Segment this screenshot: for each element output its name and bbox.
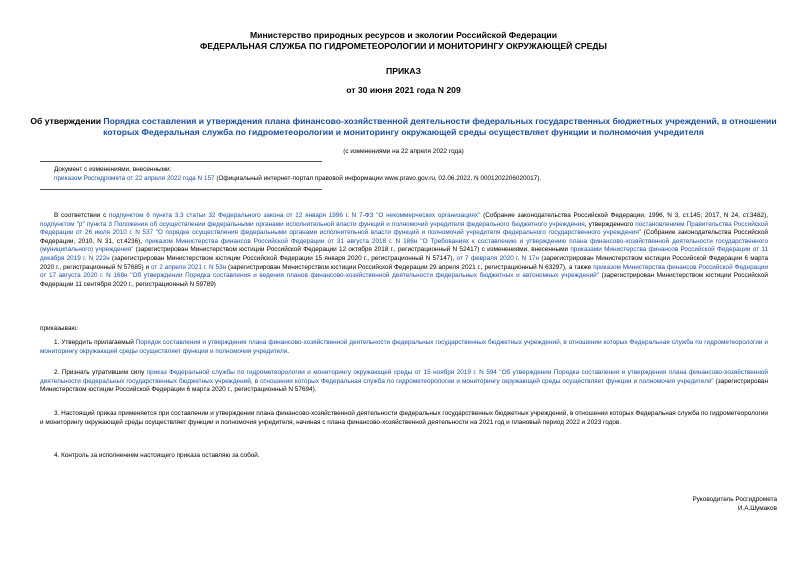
amendments-note bbox=[54, 175, 541, 184]
government-resolution-link[interactable]: постановлением Правительства Российской Федерации от 26 июля 2010 г. N 537 "О порядке осуществления федеральными органами исполнительной власти функций и полномочий учредителя федерального государственного учреждения" bbox=[40, 220, 769, 237]
item-2-text: 2. Признать утратившим силу bbox=[54, 369, 147, 376]
bottom-divider bbox=[40, 189, 322, 190]
item-2-text: (зарегистрирован Министерством юстиции Российской Федерации 6 марта 2020 г., регистрационный N 57694). bbox=[40, 377, 768, 394]
document-date-number: от 30 июня 2021 года N 209 bbox=[346, 85, 461, 95]
signature-block bbox=[692, 495, 777, 513]
service-name: ФЕДЕРАЛЬНАЯ СЛУЖБА ПО ГИДРОМЕТЕОРОЛОГИИ И МОНИТОРИНГУ ОКРУЖАЮЩЕЙ СРЕДЫ bbox=[200, 41, 607, 51]
preamble-text: (зарегистрирован Министерством юстиции Российской Федерации 12 октября 2018 г., регистрационный N 52417) с изменениями, внесенными bbox=[133, 246, 571, 254]
signatory-name: И.А.Шумаков bbox=[737, 505, 777, 512]
amendments-note-heading: Документ с изменениями, внесенными: bbox=[54, 166, 172, 173]
item-4: 4. Контроль за исполнением настоящего приказа оставляю за собой. bbox=[54, 452, 260, 459]
federal-law-link[interactable]: подпунктом 6 пункта 3.3 статьи 32 Федерального закона от 12 января 1996 г. N 7-ФЗ "О некоммерческих организациях" bbox=[109, 212, 481, 219]
preamble-text: (Собрание законодательства Российской Федерации, 1996, N 3, ст.145; 2017, N 24, ст.3482), bbox=[480, 212, 768, 219]
title-link[interactable]: Порядка составления и утверждения плана финансово-хозяйственной деятельности федеральных государственных бюджетных учреждений, в отношении которых Федеральная служба по гидрометеорологии и мониторингу окружающей среды осуществляет функции и полномочия учредителя bbox=[103, 116, 777, 137]
signatory-position: Руководитель Росгидромета bbox=[692, 496, 777, 503]
preamble-text: , утвержденного bbox=[584, 220, 636, 228]
minfin-order-168n-link[interactable]: приказом Министерства финансов Российской Федерации от 17 августа 2020 г. N 168н "Об утверждении Порядка составления и ведения планов финансово-хозяйственной деятельности федеральных бюджетных и автономных учреждений" bbox=[40, 263, 768, 280]
top-divider bbox=[40, 161, 322, 162]
repealed-order-link[interactable]: приказ Федеральной службы по гидрометеорологии и мониторингу окружающей среды от 15 ноября 2019 г. N 594 "Об утверждении Порядка составления и утверждения плана финансово-хозяйственной деятельности федеральных государственных бюджетных учреждений, в отношении которых Федеральная служба по гидрометеорологии и мониторингу окружающей среды осуществляет функции и полномочия учредителя" bbox=[40, 369, 768, 385]
minfin-order-222n-link[interactable]: приказами Министерства финансов Российской Федерации от 11 декабря 2019 г. N 222н bbox=[40, 246, 768, 262]
preamble-text: В соответствии с bbox=[54, 212, 110, 219]
item-3: 3. Настоящий приказ применяется при составлении и утверждении плана финансово-хозяйственной деятельности федеральных государственных бюджетных учреждений, в отношении которых Федеральная служба по гидрометеорологии и мониторингу окружающей среды осуществляет функции и полномочия учредителя, начиная с плана финансово-хозяйственной деятельности на 2021 год и плановый период 2022 и 2023 годов. bbox=[40, 410, 768, 426]
amendment-order-link[interactable]: приказом Росгидромета от 22 апреля 2022 года N 157 bbox=[54, 175, 215, 182]
item-1 bbox=[40, 339, 768, 356]
preamble-text: (зарегистрирован Министерством юстиции Российской Федерации 11 сентября 2020 г., регистрационный N 59789) bbox=[40, 272, 768, 288]
item-1-text: 1. Утвердить прилагаемый bbox=[54, 339, 136, 346]
amendment-source: (Официальный интернет-портал правовой информации www.pravo.gov.ru, 02.06.2022, N 0001202206020017). bbox=[214, 175, 542, 182]
minfin-order-17n-link[interactable]: от 7 февраля 2020 г. N 17н bbox=[456, 254, 540, 262]
procedure-link[interactable]: Порядок составления и утверждения плана финансово-хозяйственной деятельности федеральных государственных бюджетных учреждений, в отношении которых Федеральная служба по гидрометеорологии и мониторингу окружающей среды осуществляет функции и полномочия учредителя bbox=[40, 339, 768, 355]
document-title bbox=[30, 116, 777, 138]
title-prefix: Об утверждении bbox=[30, 116, 104, 126]
ministry-name: Министерство природных ресурсов и экологии Российской Федерации bbox=[250, 30, 557, 40]
item-1-text: . bbox=[287, 347, 289, 355]
changes-note: (с изменениями на 22 апреля 2022 года) bbox=[343, 148, 464, 155]
document-type: ПРИКАЗ bbox=[386, 66, 421, 76]
preamble-text: (зарегистрирован Министерством юстиции Российской Федерации 15 января 2020 г., регистрационный N 57147), bbox=[109, 254, 457, 262]
preamble-text: (зарегистрирован Министерством юстиции Российской Федерации 6 марта 2020 г., регистрационный N 57685) и bbox=[40, 254, 769, 271]
regulation-link[interactable]: подпунктом "р" пункта 3 Положения об осуществлении федеральными органами исполнительной власти функций и полномочий учредителя федерального бюджетного учреждения bbox=[40, 220, 585, 228]
preamble-paragraph bbox=[40, 212, 768, 289]
order-word: приказываю: bbox=[40, 325, 78, 332]
preamble-text: (Собрание законодательства Российской Федерации, 2010, N 31, ст.4236), bbox=[40, 229, 768, 245]
preamble-text: (зарегистрирован Министерством юстиции Российской Федерации 29 апреля 2021 г., регистрационный N 63297), а также bbox=[226, 263, 594, 271]
item-2 bbox=[40, 369, 768, 395]
minfin-order-186n-link[interactable]: приказом Министерства финансов Российской Федерации от 31 августа 2018 г. N 186н "О Требованиях к составлению и утверждению плана финансово-хозяйственной деятельности государственного (муниципального) учреждения" bbox=[40, 237, 768, 254]
minfin-order-53n-link[interactable]: от 2 апреля 2021 г. N 53н bbox=[151, 263, 227, 271]
